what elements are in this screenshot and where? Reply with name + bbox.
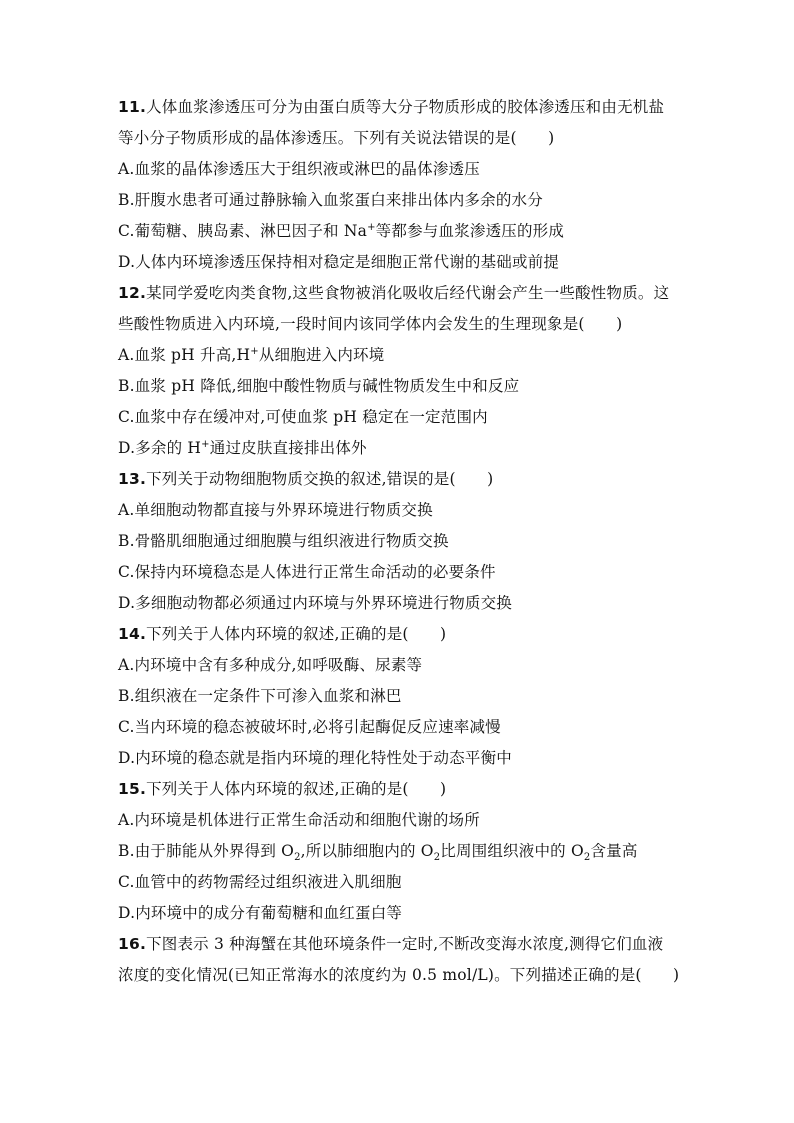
question-12-option-d <box>118 438 718 458</box>
question-11-stem-line-1 <box>118 97 718 117</box>
question-14-option-d: D.内环境的稳态就是指内环境的理化特性处于动态平衡中 <box>118 749 513 767</box>
question-number: 11. <box>118 98 147 116</box>
option-text: D.多余的 H <box>118 439 202 457</box>
question-14-stem <box>118 624 718 644</box>
question-11-option-a: A.血浆的晶体渗透压大于组织液或淋巴的晶体渗透压 <box>118 160 480 178</box>
stem-text: 下列关于人体内环境的叙述,正确的是( ) <box>146 625 447 643</box>
question-11-option-d: D.人体内环境渗透压保持相对稳定是细胞正常代谢的基础或前提 <box>118 253 560 271</box>
question-15-stem <box>118 779 718 799</box>
question-number: 13. <box>118 470 147 488</box>
question-number: 12. <box>118 284 147 302</box>
stem-text: 下列关于动物细胞物质交换的叙述,错误的是( ) <box>146 470 494 488</box>
question-12-stem-line-2: 些酸性物质进入内环境,一段时间内该同学体内会发生的生理现象是( ) <box>118 315 623 333</box>
question-11-stem-line-2: 等小分子物质形成的晶体渗透压。下列有关说法错误的是( ) <box>118 129 555 147</box>
option-text: 比周围组织液中的 O <box>440 842 584 860</box>
option-text: ,所以肺细胞内的 O <box>300 842 434 860</box>
question-16-stem-line-1 <box>118 934 718 954</box>
question-14-option-c: C.当内环境的稳态被破坏时,必将引起酶促反应速率减慢 <box>118 718 501 736</box>
option-text: 通过皮肤直接排出体外 <box>209 439 367 457</box>
stem-text: 下图表示 3 种海蟹在其他环境条件一定时,不断改变海水浓度,测得它们血液 <box>146 935 664 953</box>
question-number: 16. <box>118 935 147 953</box>
question-13-option-a: A.单细胞动物都直接与外界环境进行物质交换 <box>118 501 433 519</box>
subscript: 2 <box>294 852 301 864</box>
question-14-option-b: B.组织液在一定条件下可渗入血浆和淋巴 <box>118 687 402 705</box>
stem-text: 下列关于人体内环境的叙述,正确的是( ) <box>146 780 447 798</box>
question-12-option-b: B.血浆 pH 降低,细胞中酸性物质与碱性物质发生中和反应 <box>118 377 520 395</box>
question-number: 14. <box>118 625 147 643</box>
question-11-option-b: B.肝腹水患者可通过静脉输入血浆蛋白来排出体内多余的水分 <box>118 191 543 209</box>
option-text: A.血浆 pH 升高,H <box>118 346 251 364</box>
question-15-option-b <box>118 841 718 864</box>
question-15-option-c: C.血管中的药物需经过组织液进入肌细胞 <box>118 873 402 891</box>
option-text: 含量高 <box>590 842 638 860</box>
question-13-stem <box>118 469 718 489</box>
superscript: + <box>367 221 376 233</box>
question-16-stem-line-2: 浓度的变化情况(已知正常海水的浓度约为 0.5 mol/L)。下列描述正确的是( ) <box>118 966 680 984</box>
question-12-option-c: C.血浆中存在缓冲对,可使血浆 pH 稳定在一定范围内 <box>118 408 488 426</box>
subscript: 2 <box>583 852 591 864</box>
question-13-option-d: D.多细胞动物都必须通过内环境与外界环境进行物质交换 <box>118 594 513 612</box>
question-15-option-a: A.内环境是机体进行正常生命活动和细胞代谢的场所 <box>118 811 480 829</box>
question-11-option-c <box>118 221 718 241</box>
option-text: B.由于肺能从外界得到 O <box>118 842 295 860</box>
subscript: 2 <box>433 852 441 864</box>
question-13-option-c: C.保持内环境稳态是人体进行正常生命活动的必要条件 <box>118 563 496 581</box>
option-text: C.葡萄糖、胰岛素、淋巴因子和 Na <box>118 222 368 240</box>
question-13-option-b: B.骨骼肌细胞通过细胞膜与组织液进行物质交换 <box>118 532 449 550</box>
question-12-stem-line-1 <box>118 283 718 303</box>
stem-text: 人体血浆渗透压可分为由蛋白质等大分子物质形成的胶体渗透压和由无机盐 <box>146 98 665 116</box>
superscript: + <box>201 438 210 450</box>
question-12-option-a <box>118 345 718 365</box>
option-text: 等都参与血浆渗透压的形成 <box>375 222 565 240</box>
superscript: + <box>250 345 259 357</box>
option-text: 从细胞进入内环境 <box>258 346 385 364</box>
question-14-option-a: A.内环境中含有多种成分,如呼吸酶、尿素等 <box>118 656 423 674</box>
question-15-option-d: D.内环境中的成分有葡萄糖和血红蛋白等 <box>118 904 403 922</box>
stem-text: 某同学爱吃肉类食物,这些食物被消化吸收后经代谢会产生一些酸性物质。这 <box>146 284 670 302</box>
question-number: 15. <box>118 780 147 798</box>
